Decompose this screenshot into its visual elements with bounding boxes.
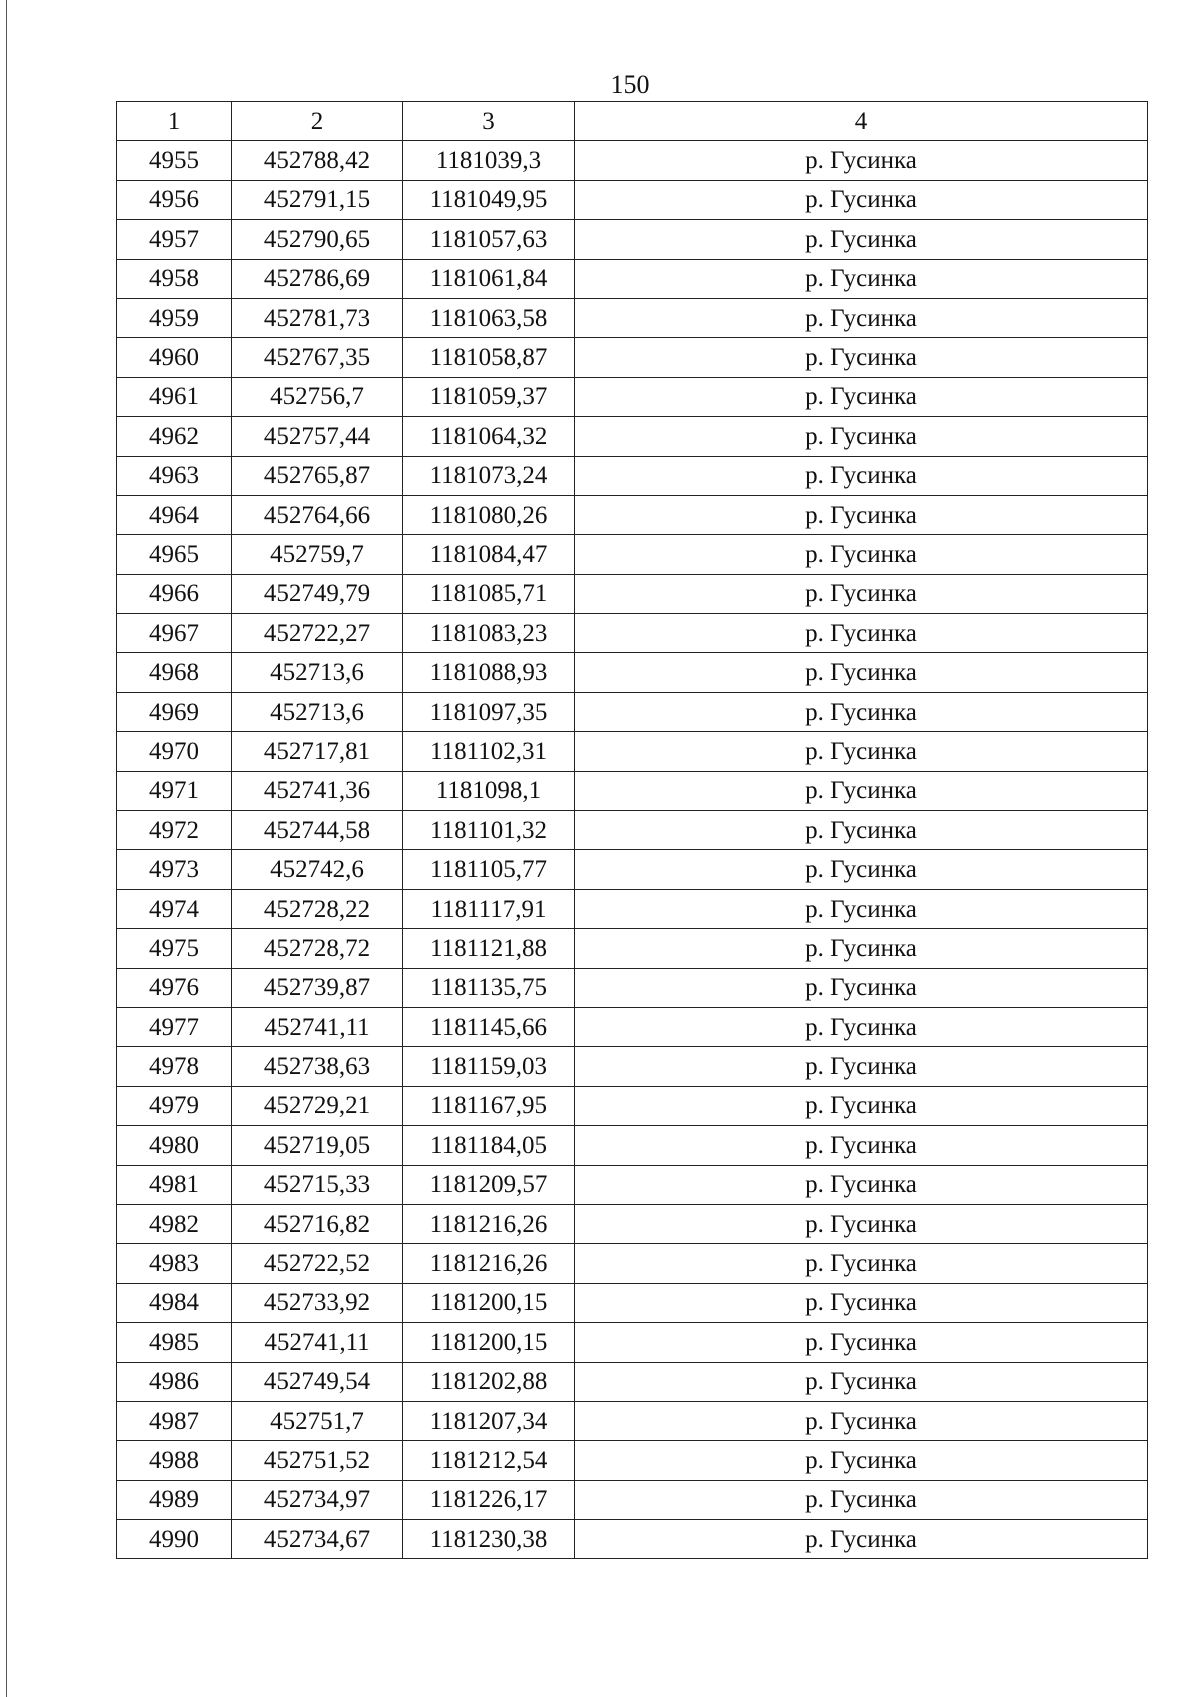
cell-point-number: 4957 xyxy=(117,220,232,259)
cell-x-coordinate: 452729,21 xyxy=(232,1086,403,1125)
cell-y-coordinate: 1181226,17 xyxy=(403,1480,575,1519)
cell-y-coordinate: 1181105,77 xyxy=(403,850,575,889)
table-row xyxy=(117,850,1148,889)
cell-description: р. Гусинка xyxy=(575,771,1148,810)
table-row xyxy=(117,653,1148,692)
table-row xyxy=(117,377,1148,416)
cell-x-coordinate: 452715,33 xyxy=(232,1165,403,1204)
cell-x-coordinate: 452728,22 xyxy=(232,889,403,928)
table-row xyxy=(117,889,1148,928)
cell-point-number: 4958 xyxy=(117,259,232,298)
cell-description: р. Гусинка xyxy=(575,850,1148,889)
cell-description: р. Гусинка xyxy=(575,1480,1148,1519)
cell-y-coordinate: 1181212,54 xyxy=(403,1441,575,1480)
cell-description: р. Гусинка xyxy=(575,1401,1148,1440)
coordinates-table xyxy=(116,101,1148,1559)
table-row xyxy=(117,495,1148,534)
cell-y-coordinate: 1181184,05 xyxy=(403,1126,575,1165)
cell-y-coordinate: 1181084,47 xyxy=(403,535,575,574)
cell-description: р. Гусинка xyxy=(575,889,1148,928)
cell-description: р. Гусинка xyxy=(575,1283,1148,1322)
cell-description: р. Гусинка xyxy=(575,180,1148,219)
cell-point-number: 4955 xyxy=(117,141,232,180)
table-row xyxy=(117,1480,1148,1519)
cell-description: р. Гусинка xyxy=(575,574,1148,613)
cell-description: р. Гусинка xyxy=(575,732,1148,771)
table-row xyxy=(117,298,1148,337)
cell-x-coordinate: 452790,65 xyxy=(232,220,403,259)
header-cell-description: 4 xyxy=(575,102,1148,141)
cell-point-number: 4975 xyxy=(117,929,232,968)
table-row xyxy=(117,1244,1148,1283)
cell-description: р. Гусинка xyxy=(575,298,1148,337)
table-row xyxy=(117,1520,1148,1559)
cell-x-coordinate: 452717,81 xyxy=(232,732,403,771)
cell-point-number: 4983 xyxy=(117,1244,232,1283)
cell-y-coordinate: 1181135,75 xyxy=(403,968,575,1007)
header-cell-y-coordinate: 3 xyxy=(403,102,575,141)
cell-y-coordinate: 1181209,57 xyxy=(403,1165,575,1204)
cell-point-number: 4959 xyxy=(117,298,232,337)
cell-point-number: 4963 xyxy=(117,456,232,495)
cell-description: р. Гусинка xyxy=(575,495,1148,534)
cell-point-number: 4970 xyxy=(117,732,232,771)
cell-y-coordinate: 1181202,88 xyxy=(403,1362,575,1401)
cell-description: р. Гусинка xyxy=(575,338,1148,377)
cell-y-coordinate: 1181121,88 xyxy=(403,929,575,968)
table-row xyxy=(117,574,1148,613)
table-row xyxy=(117,259,1148,298)
cell-y-coordinate: 1181039,3 xyxy=(403,141,575,180)
page-left-edge xyxy=(6,0,7,1697)
cell-y-coordinate: 1181083,23 xyxy=(403,614,575,653)
cell-y-coordinate: 1181097,35 xyxy=(403,692,575,731)
cell-description: р. Гусинка xyxy=(575,1086,1148,1125)
cell-point-number: 4960 xyxy=(117,338,232,377)
cell-y-coordinate: 1181061,84 xyxy=(403,259,575,298)
cell-x-coordinate: 452741,11 xyxy=(232,1323,403,1362)
cell-x-coordinate: 452749,79 xyxy=(232,574,403,613)
cell-x-coordinate: 452722,52 xyxy=(232,1244,403,1283)
cell-description: р. Гусинка xyxy=(575,1441,1148,1480)
table-row xyxy=(117,968,1148,1007)
cell-y-coordinate: 1181057,63 xyxy=(403,220,575,259)
table-row xyxy=(117,1126,1148,1165)
cell-point-number: 4984 xyxy=(117,1283,232,1322)
cell-point-number: 4973 xyxy=(117,850,232,889)
cell-point-number: 4974 xyxy=(117,889,232,928)
cell-point-number: 4985 xyxy=(117,1323,232,1362)
cell-y-coordinate: 1181088,93 xyxy=(403,653,575,692)
cell-point-number: 4981 xyxy=(117,1165,232,1204)
table-row xyxy=(117,220,1148,259)
cell-point-number: 4989 xyxy=(117,1480,232,1519)
cell-x-coordinate: 452739,87 xyxy=(232,968,403,1007)
cell-point-number: 4978 xyxy=(117,1047,232,1086)
cell-y-coordinate: 1181101,32 xyxy=(403,811,575,850)
cell-description: р. Гусинка xyxy=(575,1244,1148,1283)
cell-description: р. Гусинка xyxy=(575,1126,1148,1165)
cell-point-number: 4986 xyxy=(117,1362,232,1401)
cell-point-number: 4964 xyxy=(117,495,232,534)
cell-x-coordinate: 452722,27 xyxy=(232,614,403,653)
cell-point-number: 4980 xyxy=(117,1126,232,1165)
cell-description: р. Гусинка xyxy=(575,811,1148,850)
page-number: 150 xyxy=(610,70,650,99)
cell-x-coordinate: 452765,87 xyxy=(232,456,403,495)
cell-y-coordinate: 1181216,26 xyxy=(403,1204,575,1243)
cell-description: р. Гусинка xyxy=(575,692,1148,731)
table-row xyxy=(117,535,1148,574)
cell-x-coordinate: 452749,54 xyxy=(232,1362,403,1401)
cell-point-number: 4990 xyxy=(117,1520,232,1559)
table-row xyxy=(117,141,1148,180)
cell-y-coordinate: 1181059,37 xyxy=(403,377,575,416)
table-row xyxy=(117,771,1148,810)
cell-description: р. Гусинка xyxy=(575,377,1148,416)
cell-x-coordinate: 452781,73 xyxy=(232,298,403,337)
cell-y-coordinate: 1181064,32 xyxy=(403,417,575,456)
cell-y-coordinate: 1181216,26 xyxy=(403,1244,575,1283)
cell-x-coordinate: 452786,69 xyxy=(232,259,403,298)
table-row xyxy=(117,417,1148,456)
cell-y-coordinate: 1181085,71 xyxy=(403,574,575,613)
table-row xyxy=(117,732,1148,771)
cell-x-coordinate: 452734,67 xyxy=(232,1520,403,1559)
cell-y-coordinate: 1181200,15 xyxy=(403,1323,575,1362)
cell-y-coordinate: 1181230,38 xyxy=(403,1520,575,1559)
cell-point-number: 4976 xyxy=(117,968,232,1007)
cell-x-coordinate: 452716,82 xyxy=(232,1204,403,1243)
cell-x-coordinate: 452738,63 xyxy=(232,1047,403,1086)
cell-x-coordinate: 452741,36 xyxy=(232,771,403,810)
table-row xyxy=(117,1007,1148,1046)
cell-y-coordinate: 1181063,58 xyxy=(403,298,575,337)
cell-x-coordinate: 452756,7 xyxy=(232,377,403,416)
cell-description: р. Гусинка xyxy=(575,968,1148,1007)
cell-y-coordinate: 1181098,1 xyxy=(403,771,575,810)
cell-description: р. Гусинка xyxy=(575,929,1148,968)
cell-description: р. Гусинка xyxy=(575,456,1148,495)
cell-y-coordinate: 1181167,95 xyxy=(403,1086,575,1125)
cell-description: р. Гусинка xyxy=(575,1520,1148,1559)
cell-point-number: 4988 xyxy=(117,1441,232,1480)
cell-description: р. Гусинка xyxy=(575,535,1148,574)
cell-y-coordinate: 1181102,31 xyxy=(403,732,575,771)
cell-x-coordinate: 452741,11 xyxy=(232,1007,403,1046)
cell-y-coordinate: 1181207,34 xyxy=(403,1401,575,1440)
cell-y-coordinate: 1181159,03 xyxy=(403,1047,575,1086)
cell-x-coordinate: 452713,6 xyxy=(232,692,403,731)
cell-x-coordinate: 452719,05 xyxy=(232,1126,403,1165)
cell-x-coordinate: 452713,6 xyxy=(232,653,403,692)
cell-x-coordinate: 452751,7 xyxy=(232,1401,403,1440)
table-header-row xyxy=(117,102,1148,141)
cell-y-coordinate: 1181058,87 xyxy=(403,338,575,377)
cell-point-number: 4966 xyxy=(117,574,232,613)
table-row xyxy=(117,614,1148,653)
cell-x-coordinate: 452751,52 xyxy=(232,1441,403,1480)
cell-y-coordinate: 1181200,15 xyxy=(403,1283,575,1322)
cell-description: р. Гусинка xyxy=(575,614,1148,653)
cell-description: р. Гусинка xyxy=(575,417,1148,456)
cell-y-coordinate: 1181117,91 xyxy=(403,889,575,928)
cell-description: р. Гусинка xyxy=(575,141,1148,180)
cell-x-coordinate: 452728,72 xyxy=(232,929,403,968)
cell-x-coordinate: 452759,7 xyxy=(232,535,403,574)
cell-point-number: 4979 xyxy=(117,1086,232,1125)
table-row xyxy=(117,456,1148,495)
table-row xyxy=(117,1362,1148,1401)
cell-x-coordinate: 452733,92 xyxy=(232,1283,403,1322)
cell-description: р. Гусинка xyxy=(575,1204,1148,1243)
cell-y-coordinate: 1181049,95 xyxy=(403,180,575,219)
cell-x-coordinate: 452744,58 xyxy=(232,811,403,850)
cell-x-coordinate: 452757,44 xyxy=(232,417,403,456)
cell-x-coordinate: 452742,6 xyxy=(232,850,403,889)
cell-point-number: 4982 xyxy=(117,1204,232,1243)
table-row xyxy=(117,1323,1148,1362)
cell-x-coordinate: 452788,42 xyxy=(232,141,403,180)
table-row xyxy=(117,1204,1148,1243)
table-row xyxy=(117,692,1148,731)
header-cell-point-number: 1 xyxy=(117,102,232,141)
cell-point-number: 4972 xyxy=(117,811,232,850)
cell-point-number: 4977 xyxy=(117,1007,232,1046)
cell-point-number: 4967 xyxy=(117,614,232,653)
cell-point-number: 4965 xyxy=(117,535,232,574)
table-row xyxy=(117,1086,1148,1125)
cell-description: р. Гусинка xyxy=(575,1047,1148,1086)
table-row xyxy=(117,1165,1148,1204)
table-row xyxy=(117,180,1148,219)
table-row xyxy=(117,1283,1148,1322)
header-cell-x-coordinate: 2 xyxy=(232,102,403,141)
cell-description: р. Гусинка xyxy=(575,1165,1148,1204)
cell-y-coordinate: 1181080,26 xyxy=(403,495,575,534)
table-row xyxy=(117,1401,1148,1440)
cell-y-coordinate: 1181145,66 xyxy=(403,1007,575,1046)
cell-x-coordinate: 452734,97 xyxy=(232,1480,403,1519)
table-row xyxy=(117,1047,1148,1086)
cell-x-coordinate: 452764,66 xyxy=(232,495,403,534)
cell-y-coordinate: 1181073,24 xyxy=(403,456,575,495)
cell-description: р. Гусинка xyxy=(575,259,1148,298)
cell-point-number: 4987 xyxy=(117,1401,232,1440)
table-row xyxy=(117,929,1148,968)
cell-point-number: 4968 xyxy=(117,653,232,692)
table-row xyxy=(117,1441,1148,1480)
cell-description: р. Гусинка xyxy=(575,653,1148,692)
cell-point-number: 4961 xyxy=(117,377,232,416)
cell-description: р. Гусинка xyxy=(575,1007,1148,1046)
cell-x-coordinate: 452767,35 xyxy=(232,338,403,377)
cell-description: р. Гусинка xyxy=(575,1362,1148,1401)
table-row xyxy=(117,811,1148,850)
cell-point-number: 4971 xyxy=(117,771,232,810)
table-row xyxy=(117,338,1148,377)
table-body xyxy=(117,141,1148,1559)
cell-description: р. Гусинка xyxy=(575,220,1148,259)
cell-point-number: 4962 xyxy=(117,417,232,456)
cell-description: р. Гусинка xyxy=(575,1323,1148,1362)
cell-x-coordinate: 452791,15 xyxy=(232,180,403,219)
cell-point-number: 4969 xyxy=(117,692,232,731)
cell-point-number: 4956 xyxy=(117,180,232,219)
